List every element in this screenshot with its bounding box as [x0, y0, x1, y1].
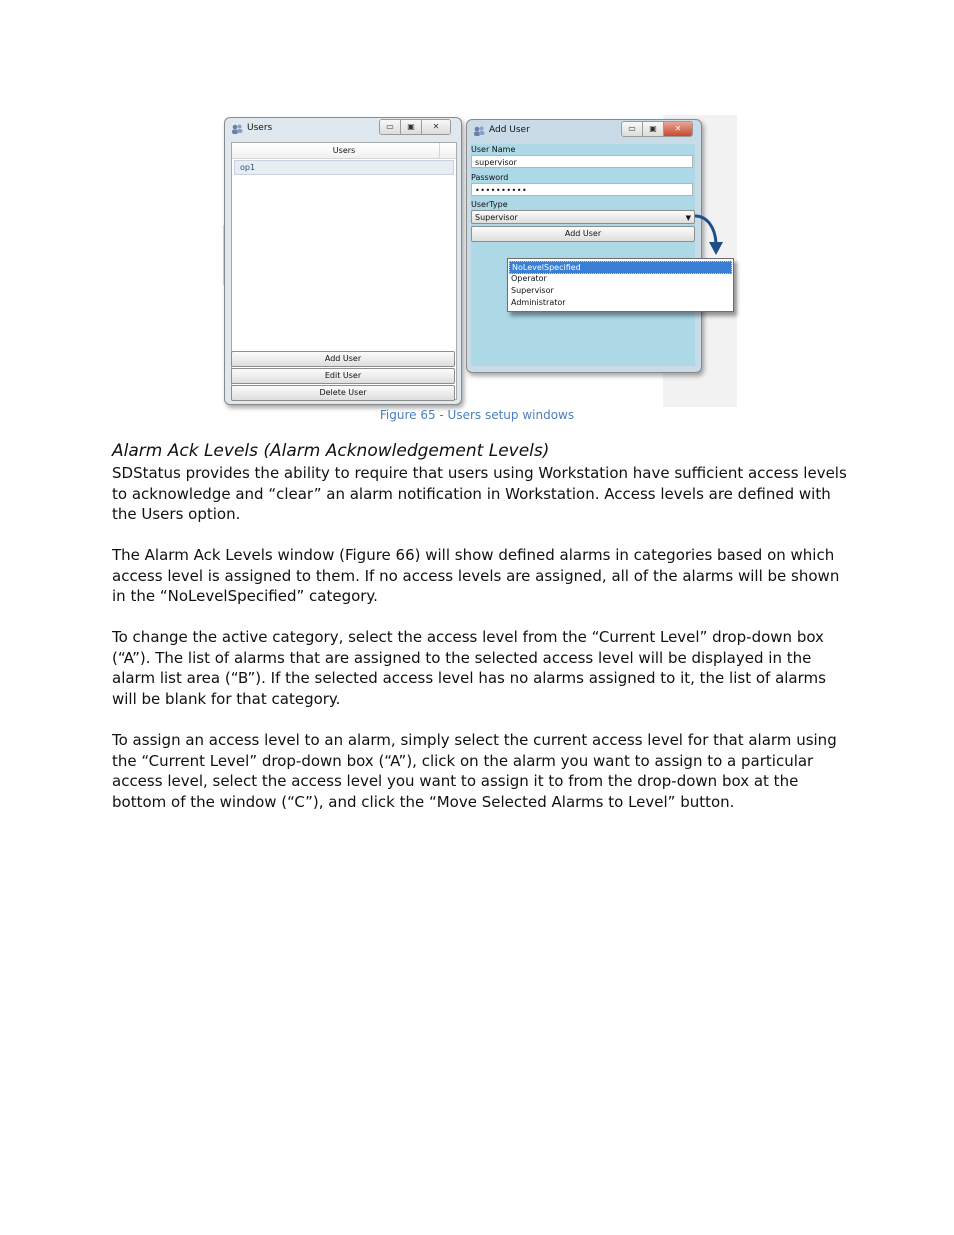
window-controls: [621, 121, 693, 137]
user-name-label: User Name: [471, 144, 695, 155]
add-user-window-titlebar[interactable]: [467, 120, 701, 142]
window-controls: [379, 119, 451, 135]
option-nolevelspecified[interactable]: NoLevelSpecified: [509, 261, 732, 274]
option-operator[interactable]: Operator: [511, 274, 547, 283]
delete-user-button[interactable]: Delete User: [231, 385, 455, 401]
maximize-icon[interactable]: ▣: [401, 120, 422, 134]
maximize-icon[interactable]: ▣: [643, 122, 664, 136]
users-icon: [473, 125, 485, 137]
users-window-titlebar[interactable]: [225, 118, 461, 140]
close-icon[interactable]: ✕: [664, 122, 692, 136]
usertype-select[interactable]: [471, 210, 695, 224]
figure-caption: Figure 65 - Users setup windows: [379, 408, 575, 422]
paragraph: The Alarm Ack Levels window (Figure 66) will show defined alarms in categories based on which access level is assigned to them. If no access levels are assigned, all of the alarms will be shown in the “NoLevelSpecified” category.: [112, 546, 840, 606]
users-icon: [231, 123, 243, 135]
usertype-label: UserType: [471, 199, 695, 210]
add-user-submit-button[interactable]: Add User: [471, 226, 695, 242]
dropdown-arrow-icon: ▼: [685, 214, 691, 222]
add-user-window-title: Add User: [489, 125, 530, 135]
add-user-window: [466, 119, 702, 373]
callout-arrow-icon: [693, 213, 733, 261]
password-label: Password: [471, 172, 695, 183]
column-divider: [439, 143, 440, 158]
user-name-field[interactable]: supervisor: [471, 155, 693, 168]
users-window: [224, 117, 462, 405]
minimize-icon[interactable]: ▭: [380, 120, 401, 134]
minimize-icon[interactable]: ▭: [622, 122, 643, 136]
paragraph: To assign an access level to an alarm, simply select the current access level for that alarm using the “Current Level” drop-down box (“A”), click on the alarm you want to assign to a particular access level, select the access level you want to assign it to from the drop-down box at the bottom of the window (“C”), and click the “Move Selected Alarms to Level” button.: [112, 731, 837, 812]
password-field[interactable]: ••••••••••: [471, 183, 693, 196]
paragraph: SDStatus provides the ability to require that users using Workstation have sufficient access levels to acknowledge and “clear” an alarm notification in Workstation. Access levels are defined with the Users option.: [112, 464, 847, 524]
option-administrator[interactable]: Administrator: [511, 298, 566, 307]
users-setup-figure: [223, 115, 737, 407]
list-item[interactable]: op1: [234, 160, 454, 175]
users-window-title: Users: [247, 123, 273, 133]
option-supervisor[interactable]: Supervisor: [511, 286, 554, 295]
add-user-button[interactable]: Add User: [231, 351, 455, 367]
close-icon[interactable]: ✕: [422, 120, 450, 134]
paragraph: To change the active category, select the access level from the “Current Level” drop-down box (“A”). The list of alarms that are assigned to the selected access level will be displayed in the alarm list area (“B”). If the selected access level has no alarms assigned to it, the list of alarms will be blank for that category.: [112, 628, 826, 709]
users-column-header[interactable]: Users: [232, 143, 456, 159]
usertype-selected-value: Supervisor: [475, 213, 518, 222]
edit-user-button[interactable]: Edit User: [231, 368, 455, 384]
usertype-options-list[interactable]: [507, 258, 734, 312]
add-user-form: [471, 144, 695, 366]
section-heading: Alarm Ack Levels (Alarm Acknowledgement Levels): [112, 441, 550, 461]
